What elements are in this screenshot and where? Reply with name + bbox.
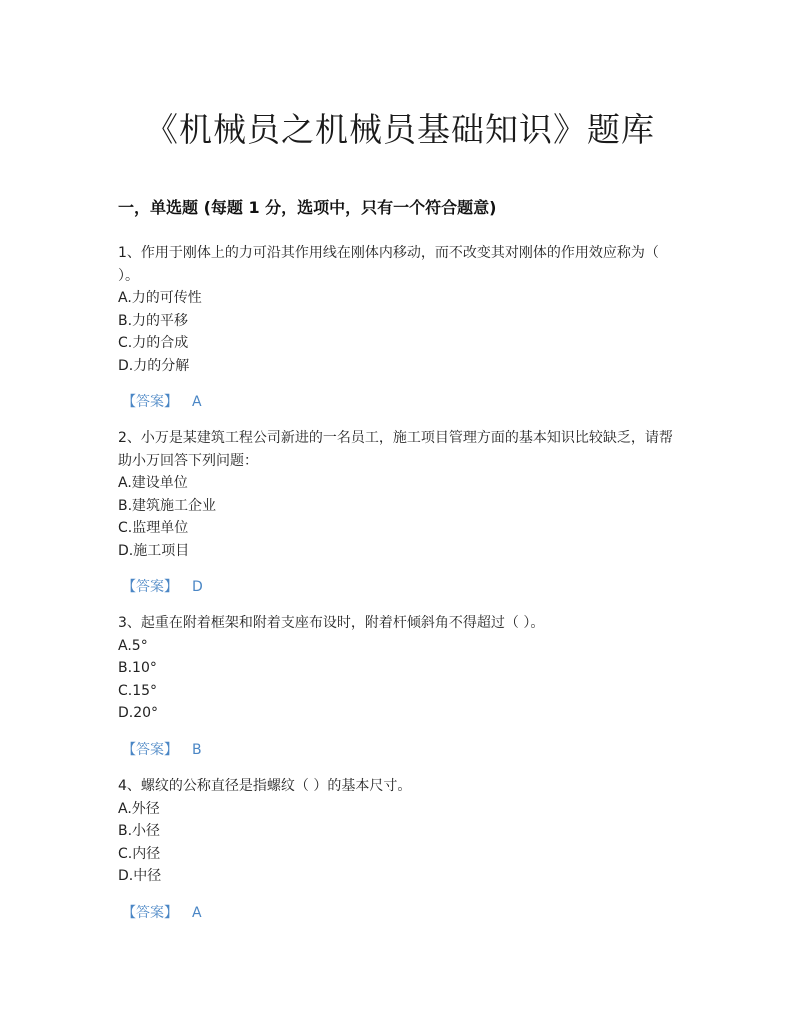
- answer-label: 【答案】: [122, 741, 178, 758]
- question-option: D.力的分解: [118, 357, 190, 374]
- section-heading: 一，单选题 (每题 1 分，选项中，只有一个符合题意): [118, 198, 497, 217]
- question-item: [118, 612, 678, 761]
- question-stem: 4、螺纹的公称直径是指螺纹（ ）的基本尺寸。: [118, 778, 412, 794]
- answer-label: 【答案】: [122, 904, 178, 921]
- question-option: D.中径: [118, 868, 162, 884]
- question-stem: 1、作用于刚体上的力可沿其作用线在刚体内移动，而不改变其对刚体的作用效应称为（ ）。: [118, 245, 659, 284]
- answer-value: B: [192, 741, 202, 758]
- question-option: D.施工项目: [118, 542, 190, 559]
- answer-label: 【答案】: [122, 579, 178, 595]
- question-option: B.小径: [118, 823, 161, 839]
- question-option: A.建设单位: [118, 475, 188, 491]
- question-option: C.内径: [118, 845, 161, 862]
- question-option: C.监理单位: [118, 520, 189, 536]
- question-option: B.10°: [118, 660, 157, 676]
- question-option: D.20°: [118, 705, 159, 721]
- answer-line: [118, 391, 678, 413]
- question-option: A.5°: [118, 637, 148, 654]
- question-item: [118, 242, 678, 413]
- question-stem: 3、起重在附着框架和附着支座布设时，附着杆倾斜角不得超过（ ）。: [118, 615, 545, 631]
- answer-line: [118, 739, 678, 761]
- answer-value: D: [192, 579, 203, 595]
- question-option: A.外径: [118, 800, 160, 817]
- answer-line: [118, 576, 678, 598]
- answer-value: A: [192, 394, 202, 410]
- question-item: [118, 775, 678, 924]
- question-option: B.建筑施工企业: [118, 497, 217, 514]
- answer-label: 【答案】: [122, 394, 178, 410]
- question-stem: 2、小万是某建筑工程公司新进的一名员工，施工项目管理方面的基本知识比较缺乏，请帮助小万回答下列问题：: [118, 430, 673, 469]
- answer-value: A: [192, 904, 202, 921]
- question-item: [118, 427, 678, 598]
- question-option: B.力的平移: [118, 312, 189, 329]
- document-title: 《机械员之机械员基础知识》题库: [145, 110, 655, 149]
- question-option: A.力的可传性: [118, 290, 202, 306]
- question-option: C.力的合成: [118, 335, 189, 351]
- question-option: C.15°: [118, 682, 158, 699]
- answer-line: [118, 902, 678, 924]
